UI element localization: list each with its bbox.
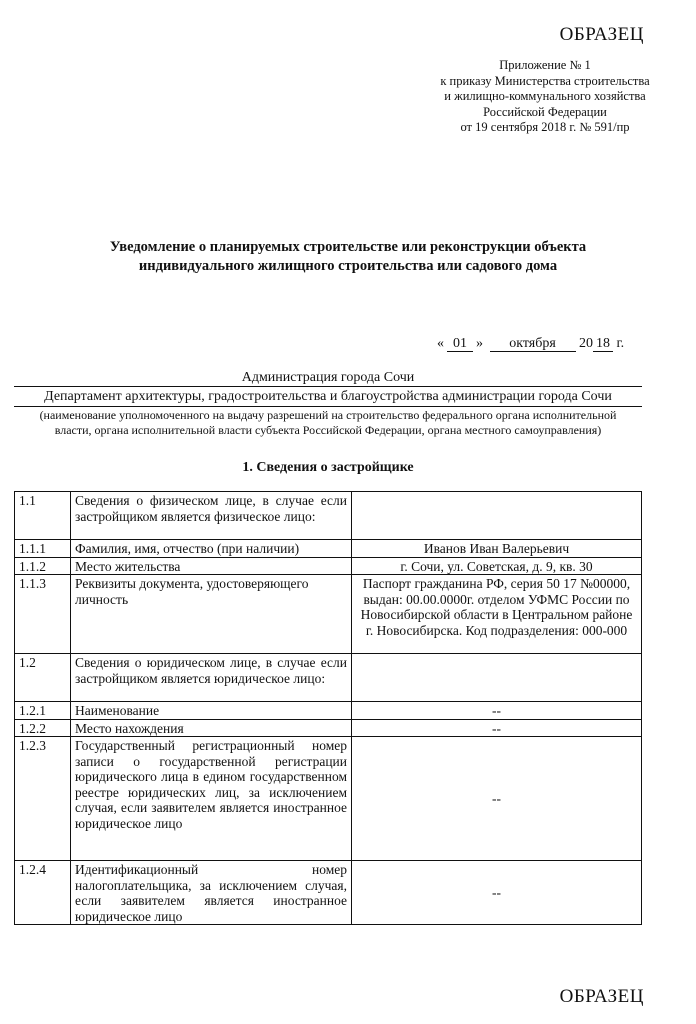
row-value: -- bbox=[352, 719, 642, 737]
row-number: 1.2.2 bbox=[15, 719, 71, 737]
date-open-quote: « bbox=[437, 336, 444, 351]
row-value bbox=[352, 492, 642, 540]
row-number: 1.2.3 bbox=[15, 737, 71, 861]
document-title bbox=[40, 238, 656, 276]
row-number: 1.1.1 bbox=[15, 540, 71, 558]
date-year-prefix: 20 bbox=[579, 336, 593, 351]
row-number: 1.1.3 bbox=[15, 575, 71, 654]
appendix-line: и жилищно-коммунального хозяйства bbox=[444, 89, 646, 103]
organization-department: Департамент архитектуры, градостроительства и благоустройства администрации города Сочи bbox=[44, 389, 612, 404]
document-date bbox=[434, 336, 624, 352]
row-value: -- bbox=[352, 861, 642, 925]
table-row bbox=[15, 719, 642, 737]
row-description: Фамилия, имя, отчество (при наличии) bbox=[71, 540, 352, 558]
table-row bbox=[15, 654, 642, 702]
row-value: Иванов Иван Валерьевич bbox=[352, 540, 642, 558]
row-number: 1.2.1 bbox=[15, 702, 71, 720]
row-value: -- bbox=[352, 737, 642, 861]
row-description: Реквизиты документа, удостоверяющего личность bbox=[71, 575, 352, 654]
row-description: Место жительства bbox=[71, 557, 352, 575]
organization-name: Администрация города Сочи bbox=[241, 370, 415, 385]
table-row bbox=[15, 557, 642, 575]
row-number: 1.1 bbox=[15, 492, 71, 540]
table-row bbox=[15, 737, 642, 861]
row-value bbox=[352, 654, 642, 702]
row-description: Идентификационный номер налогоплательщика, за исключением случая, если заявителем является иностранное юридическое лицо bbox=[71, 861, 352, 925]
appendix-header bbox=[380, 58, 696, 136]
table-row bbox=[15, 492, 642, 540]
date-month: октября bbox=[490, 336, 576, 352]
note-line: власти, органа исполнительной власти субъекта Российской Федерации, органа местного самоуправления) bbox=[54, 423, 602, 437]
row-number: 1.2 bbox=[15, 654, 71, 702]
appendix-line: от 19 сентября 2018 г. № 591/пр bbox=[460, 120, 630, 134]
title-line: Уведомление о планируемых строительстве или реконструкции объекта bbox=[109, 239, 587, 255]
note-line: (наименование уполномоченного на выдачу разрешений на строительство федерального органа исполнительной bbox=[39, 408, 617, 422]
row-description: Сведения о физическом лице, в случае если застройщиком является физическое лицо: bbox=[71, 492, 352, 540]
title-line: индивидуального жилищного строительства или садового дома bbox=[138, 258, 558, 274]
date-close-quote: » bbox=[476, 336, 483, 351]
table-row bbox=[15, 575, 642, 654]
table-row bbox=[15, 861, 642, 925]
row-description: Сведения о юридическом лице, в случае если застройщиком является юридическое лицо: bbox=[71, 654, 352, 702]
date-year-abbr: г. bbox=[616, 336, 625, 351]
appendix-line: к приказу Министерства строительства bbox=[440, 73, 650, 88]
sample-stamp-bottom: ОБРАЗЕЦ bbox=[559, 986, 644, 1007]
table-row bbox=[15, 702, 642, 720]
row-number: 1.2.4 bbox=[15, 861, 71, 925]
section-title: 1. Сведения о застройщике bbox=[242, 460, 414, 475]
divider bbox=[14, 406, 642, 407]
date-year-suffix: 18 bbox=[593, 336, 613, 352]
row-value: г. Сочи, ул. Советская, д. 9, кв. 30 bbox=[352, 557, 642, 575]
row-value: Паспорт гражданина РФ, серия 50 17 №00000, выдан: 00.00.0000г. отделом УФМС России по Новосибирской области в Центральном районе г. Новосибирска. Код подразделения: 000-000 bbox=[352, 575, 642, 654]
divider bbox=[14, 386, 642, 387]
appendix-line: Российской Федерации bbox=[483, 104, 607, 119]
developer-info-table bbox=[14, 491, 642, 925]
row-description: Государственный регистрационный номер записи о государственной регистрации юридического лица в едином государственном реестре юридических лиц, за исключением случая, если заявителем является иностранное юридическое лицо bbox=[71, 737, 352, 861]
row-description: Место нахождения bbox=[71, 719, 352, 737]
table-row bbox=[15, 540, 642, 558]
organization-note bbox=[20, 408, 636, 438]
appendix-line: Приложение № 1 bbox=[499, 58, 591, 72]
sample-stamp-top: ОБРАЗЕЦ bbox=[559, 24, 644, 45]
row-number: 1.1.2 bbox=[15, 557, 71, 575]
date-day: 01 bbox=[447, 336, 473, 352]
row-value: -- bbox=[352, 702, 642, 720]
row-description: Наименование bbox=[71, 702, 352, 720]
